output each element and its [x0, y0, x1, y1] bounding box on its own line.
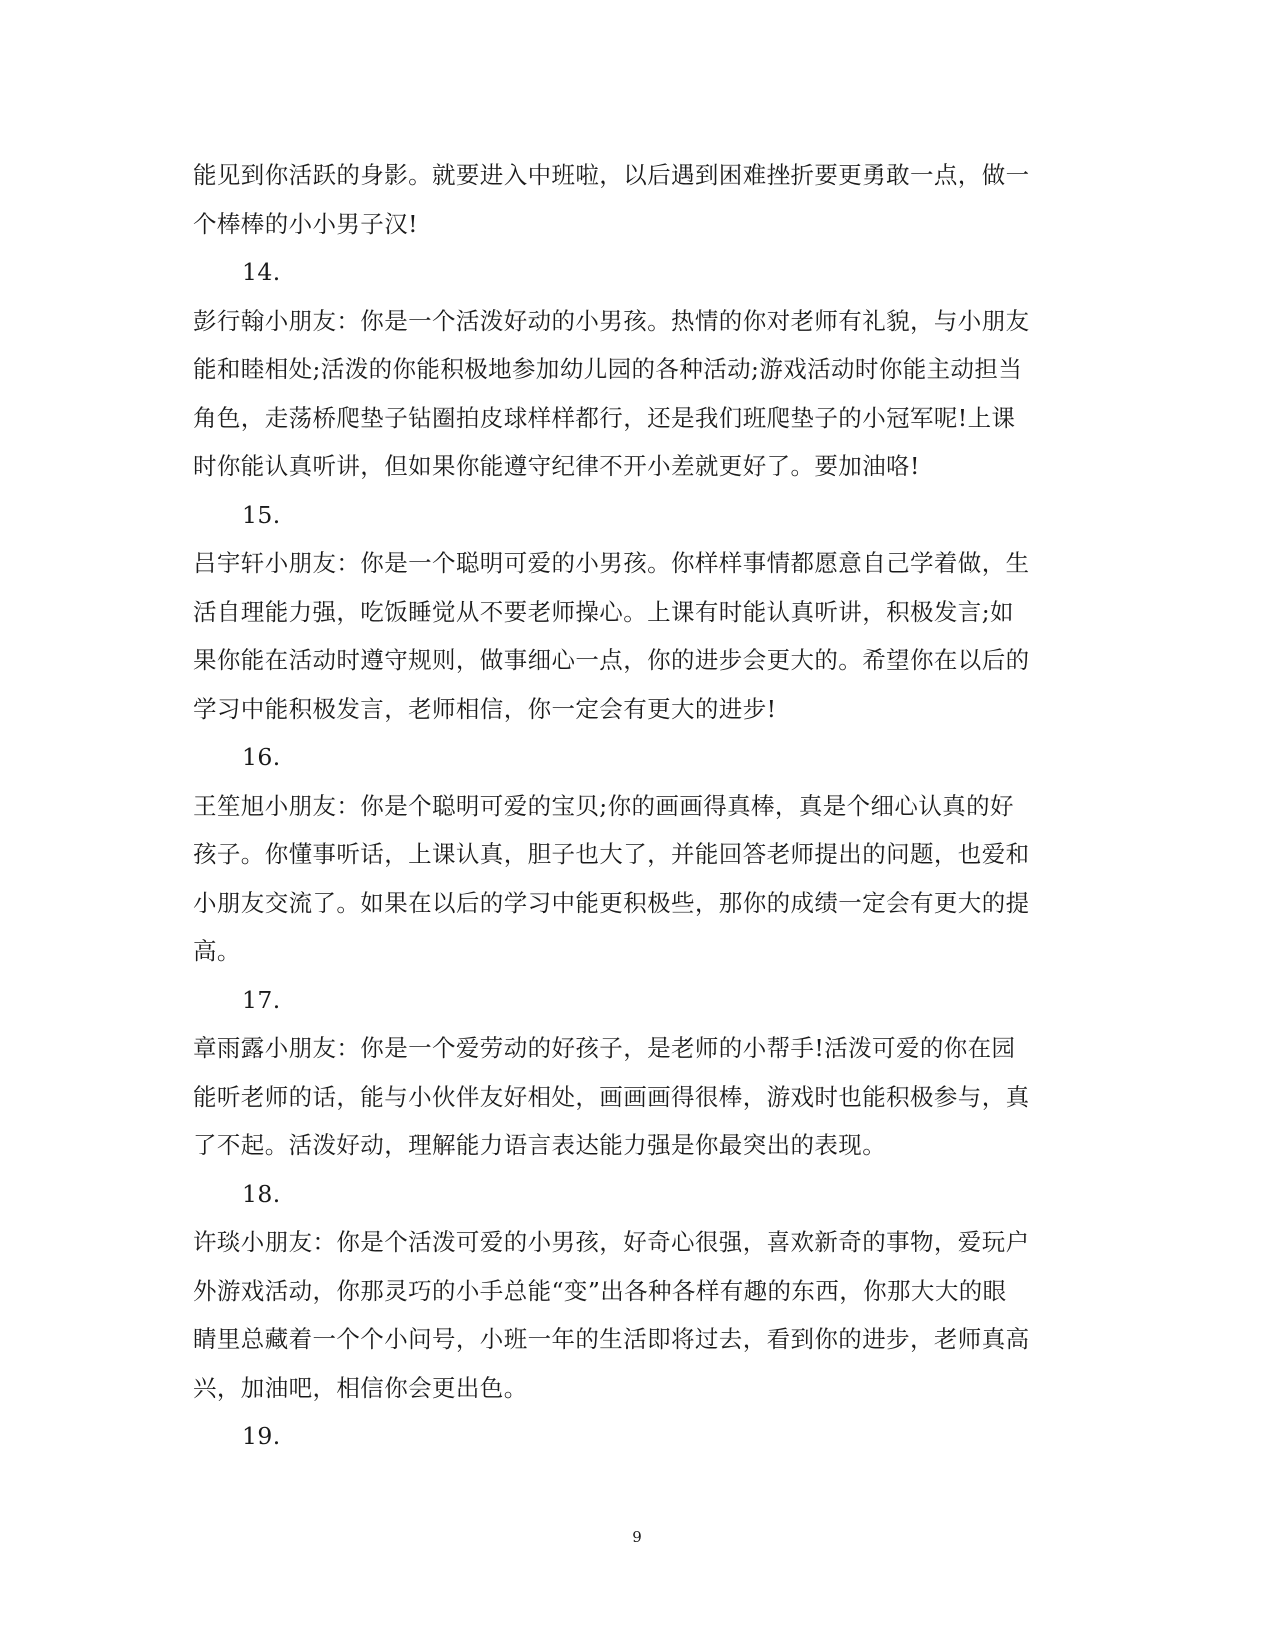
- page-number: 9: [632, 1528, 642, 1546]
- body-line: 能和睦相处;活泼的你能积极地参加幼儿园的各种活动;游戏活动时你能主动担当: [193, 355, 1023, 383]
- body-line: 学习中能积极发言，老师相信，你一定会有更大的进步!: [193, 694, 777, 723]
- body-line: 王笙旭小朋友：你是个聪明可爱的宝贝;你的画画得真棒，真是个细心认真的好: [193, 791, 1014, 820]
- body-line: 个棒棒的小小男子汉!: [193, 209, 418, 238]
- body-line: 章雨露小朋友：你是一个爱劳动的好孩子，是老师的小帮手!活泼可爱的你在园: [193, 1034, 1016, 1062]
- item-number: 15.: [242, 500, 281, 529]
- item-number: 17.: [242, 985, 281, 1014]
- body-line: 果你能在活动时遵守规则，做事细心一点，你的进步会更大的。希望你在以后的: [193, 646, 1030, 674]
- body-line: 高。: [193, 937, 241, 965]
- item-number: 14.: [242, 258, 281, 286]
- body-line: 彭行翰小朋友：你是一个活泼好动的小男孩。热情的你对老师有礼貌，与小朋友: [193, 306, 1030, 335]
- body-line: 角色，走荡桥爬垫子钻圈拍皮球样样都行，还是我们班爬垫子的小冠军呢!上课: [193, 403, 1016, 432]
- body-line: 外游戏活动，你那灵巧的小手总能“变”出各种各样有趣的东西，你那大大的眼: [193, 1276, 1007, 1305]
- body-line: 能见到你活跃的身影。就要进入中班啦，以后遇到困难挫折要更勇敢一点，做一: [193, 161, 1030, 189]
- body-line: 小朋友交流了。如果在以后的学习中能更积极些，那你的成绩一定会有更大的提: [193, 888, 1030, 917]
- body-line: 睛里总藏着一个个小问号，小班一年的生活即将过去，看到你的进步，老师真高: [193, 1325, 1030, 1353]
- body-line: 许琰小朋友：你是个活泼可爱的小男孩，好奇心很强，喜欢新奇的事物，爱玩户: [193, 1228, 1030, 1256]
- item-number: 19.: [242, 1422, 281, 1450]
- body-line: 兴，加油吧，相信你会更出色。: [193, 1373, 528, 1402]
- body-line: 吕宇轩小朋友：你是一个聪明可爱的小男孩。你样样事情都愿意自己学着做，生: [193, 549, 1030, 577]
- body-line: 能听老师的话，能与小伙伴友好相处，画画画得很棒，游戏时也能积极参与，真: [193, 1082, 1030, 1111]
- body-line: 了不起。活泼好动，理解能力语言表达能力强是你最突出的表现。: [193, 1131, 887, 1159]
- document-body: [193, 151, 1073, 1461]
- item-number: 18.: [242, 1179, 281, 1208]
- body-line: 孩子。你懂事听话，上课认真，胆子也大了，并能回答老师提出的问题，也爱和: [193, 840, 1030, 868]
- body-line: 时你能认真听讲，但如果你能遵守纪律不开小差就更好了。要加油咯!: [193, 452, 920, 480]
- body-line: 活自理能力强，吃饭睡觉从不要老师操心。上课有时能认真听讲，积极发言;如: [193, 597, 1014, 626]
- item-number: 16.: [242, 743, 281, 771]
